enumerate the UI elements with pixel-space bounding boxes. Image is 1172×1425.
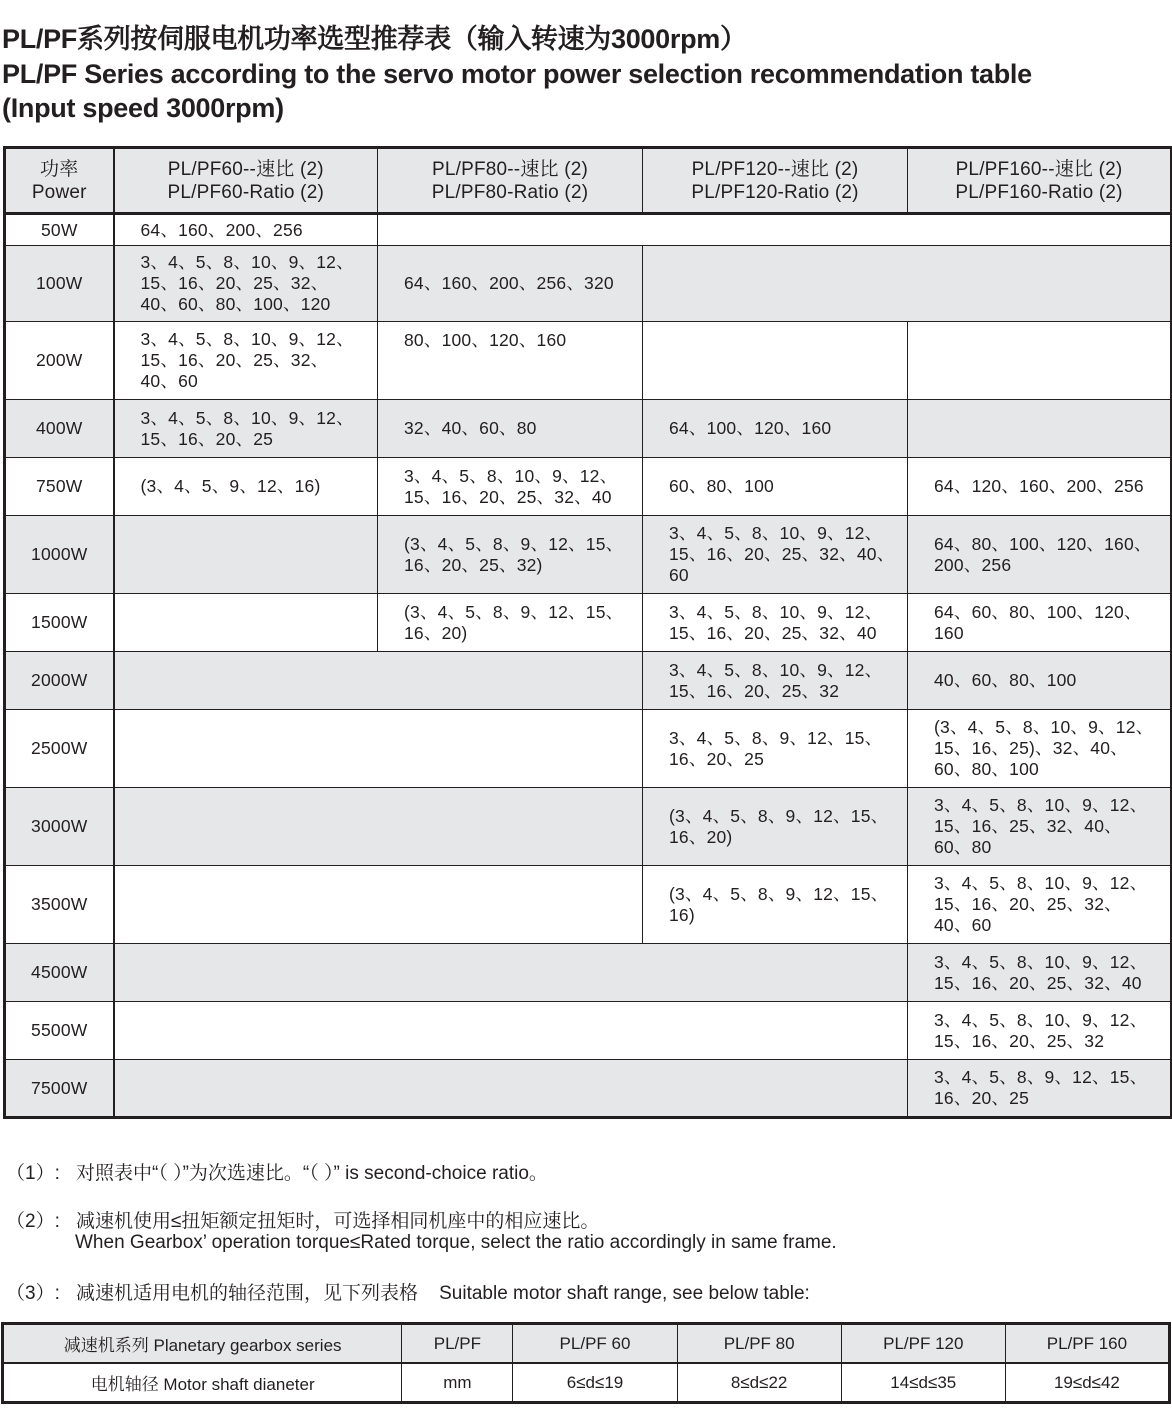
- ratio-cell-pf60: [114, 652, 643, 710]
- power-cell: 100W: [5, 246, 114, 322]
- power-cell: 2000W: [5, 652, 114, 710]
- table-row: [5, 788, 1172, 866]
- header-pf80: [378, 148, 643, 214]
- shaft-row-label: 电机轴径 Motor shaft dianeter: [3, 1363, 402, 1403]
- header-pf80-en: PL/PF80-Ratio (2): [431, 181, 589, 203]
- ratio-cell-pf80: 3、4、5、8、10、9、12、 15、16、20、25、32、40: [378, 458, 643, 516]
- table-row: [5, 652, 1172, 710]
- title-zh: PL/PF系列按伺服电机功率选型推荐表（输入转速为3000rpm）: [2, 24, 747, 54]
- table-row: [5, 246, 1172, 322]
- shaft-row-pf160: 19≤d≤42: [1005, 1363, 1169, 1403]
- power-selection-table: [3, 146, 1172, 1119]
- power-cell: 7500W: [5, 1060, 114, 1118]
- note-1-num: （1）:: [6, 1163, 60, 1184]
- shaft-row-pf60: 6≤d≤19: [513, 1363, 677, 1403]
- power-cell: 1500W: [5, 594, 114, 652]
- shaft-header-plpf: PL/PF: [402, 1324, 513, 1364]
- ratio-cell-pf160: 64、80、100、120、160、 200、256: [908, 516, 1172, 594]
- table-row: [5, 214, 1172, 246]
- title-en-line2: (Input speed 3000rpm): [2, 93, 284, 123]
- ratio-cell-pf60: 3、4、5、8、10、9、12、 15、16、20、25: [114, 400, 378, 458]
- table-row: [5, 1060, 1172, 1118]
- ratio-cell-pf120: 60、80、100: [643, 458, 908, 516]
- ratio-cell-pf60: [114, 1002, 908, 1060]
- header-pf160: [908, 148, 1172, 214]
- table-row: [5, 322, 1172, 400]
- header-pf160-zh: PL/PF160--速比 (2): [955, 158, 1123, 180]
- note-3-num: （3）:: [6, 1283, 60, 1304]
- header-pf120: [643, 148, 908, 214]
- ratio-cell-pf160: 40、60、80、100: [908, 652, 1172, 710]
- shaft-header-series: 减速机系列 Planetary gearbox series: [3, 1324, 402, 1364]
- table-row: [5, 458, 1172, 516]
- ratio-cell-pf160: [908, 400, 1172, 458]
- shaft-range-table: [1, 1322, 1171, 1404]
- power-cell: 3500W: [5, 866, 114, 944]
- header-pf80-zh: PL/PF80--速比 (2): [431, 158, 589, 180]
- table-header-row: [5, 148, 1172, 214]
- ratio-cell-pf60: (3、4、5、9、12、16): [114, 458, 378, 516]
- ratio-cell-pf80: 80、100、120、160: [378, 322, 643, 400]
- ratio-cell-pf120: 3、4、5、8、9、12、15、 16、20、25: [643, 710, 908, 788]
- header-pf160-en: PL/PF160-Ratio (2): [955, 181, 1123, 203]
- ratio-cell-pf80: 64、160、200、256、320: [378, 246, 643, 322]
- ratio-cell-pf120: (3、4、5、8、9、12、15、 16、20): [643, 788, 908, 866]
- header-power: [5, 148, 114, 214]
- header-pf60-zh: PL/PF60--速比 (2): [167, 158, 324, 180]
- ratio-cell-pf160: 3、4、5、8、10、9、12、 15、16、20、25、32、 40、60: [908, 866, 1172, 944]
- ratio-cell-pf80: [378, 214, 1172, 246]
- note-2-text-en: When Gearbox’ operation torque≤Rated torque, select the ratio accordingly in same frame.: [75, 1232, 837, 1253]
- power-cell: 200W: [5, 322, 114, 400]
- ratio-cell-pf60: [114, 710, 643, 788]
- shaft-row-pf120: 14≤d≤35: [841, 1363, 1005, 1403]
- ratio-cell-pf160: 64、120、160、200、256: [908, 458, 1172, 516]
- note-2-num: （2）:: [6, 1211, 60, 1232]
- power-cell: 1000W: [5, 516, 114, 594]
- table-row: [5, 944, 1172, 1002]
- ratio-cell-pf80: (3、4、5、8、9、12、15、 16、20、25、32): [378, 516, 643, 594]
- power-cell: 2500W: [5, 710, 114, 788]
- ratio-cell-pf60: 3、4、5、8、10、9、12、 15、16、20、25、32、 40、60、80、100、120: [114, 246, 378, 322]
- shaft-table-row: [3, 1363, 1170, 1403]
- note-2-text: 减速机使用≤扭矩额定扭矩时，可选择相同机座中的相应速比。: [76, 1211, 600, 1232]
- table-row: [5, 710, 1172, 788]
- note-2: [6, 1206, 837, 1253]
- title-en-line1: PL/PF Series according to the servo motor power selection recommendation table: [2, 58, 1032, 89]
- ratio-cell-pf60: [114, 944, 908, 1002]
- note-3: [6, 1278, 810, 1305]
- ratio-cell-pf160: 3、4、5、8、9、12、15、 16、20、25: [908, 1060, 1172, 1118]
- shaft-row-pf80: 8≤d≤22: [677, 1363, 841, 1403]
- ratio-cell-pf60: [114, 866, 643, 944]
- power-cell: 400W: [5, 400, 114, 458]
- table-row: [5, 400, 1172, 458]
- table-row: [5, 866, 1172, 944]
- ratio-cell-pf120: 3、4、5、8、10、9、12、 15、16、20、25、32、40、 60: [643, 516, 908, 594]
- header-pf120-zh: PL/PF120--速比 (2): [691, 158, 859, 180]
- ratio-cell-pf60: [114, 594, 378, 652]
- header-pf60: [114, 148, 378, 214]
- ratio-cell-pf60: [114, 1060, 908, 1118]
- ratio-cell-pf120: 3、4、5、8、10、9、12、 15、16、20、25、32、40: [643, 594, 908, 652]
- power-cell: 5500W: [5, 1002, 114, 1060]
- header-power-en: Power: [31, 181, 87, 203]
- header-pf120-en: PL/PF120-Ratio (2): [691, 181, 859, 203]
- ratio-cell-pf60: [114, 788, 643, 866]
- header-pf60-en: PL/PF60-Ratio (2): [167, 181, 324, 203]
- ratio-cell-pf160: (3、4、5、8、10、9、12、 15、16、25)、32、40、 60、80、100: [908, 710, 1172, 788]
- ratio-cell-pf120: 64、100、120、160: [643, 400, 908, 458]
- ratio-cell-pf120: [643, 322, 908, 400]
- shaft-row-unit: mm: [402, 1363, 513, 1403]
- power-cell: 750W: [5, 458, 114, 516]
- ratio-cell-pf160: 3、4、5、8、10、9、12、 15、16、20、25、32: [908, 1002, 1172, 1060]
- note-1: [6, 1158, 548, 1185]
- note-1-text: 对照表中“（ ）”为次选速比。“（ ）” is second-choice ratio。: [76, 1163, 548, 1184]
- header-power-zh: 功率: [40, 158, 79, 180]
- shaft-table-header-row: [3, 1324, 1170, 1364]
- ratio-cell-pf60: 3、4、5、8、10、9、12、 15、16、20、25、32、 40、60: [114, 322, 378, 400]
- ratio-cell-pf120: (3、4、5、8、9、12、15、 16): [643, 866, 908, 944]
- power-cell: 50W: [5, 214, 114, 246]
- shaft-header-pf80: PL/PF 80: [677, 1324, 841, 1364]
- ratio-cell-pf160: 64、60、80、100、120、 160: [908, 594, 1172, 652]
- note-3-text: 减速机适用电机的轴径范围，见下列表格 Suitable motor shaft range, see below table:: [76, 1283, 810, 1304]
- ratio-cell-pf160: 3、4、5、8、10、9、12、 15、16、25、32、40、 60、80: [908, 788, 1172, 866]
- ratio-cell-pf80: (3、4、5、8、9、12、15、 16、20): [378, 594, 643, 652]
- shaft-header-pf160: PL/PF 160: [1005, 1324, 1169, 1364]
- shaft-header-pf60: PL/PF 60: [513, 1324, 677, 1364]
- table-row: [5, 1002, 1172, 1060]
- ratio-cell-pf120: 3、4、5、8、10、9、12、 15、16、20、25、32: [643, 652, 908, 710]
- page-title: [2, 22, 1172, 126]
- ratio-cell-pf160: 3、4、5、8、10、9、12、 15、16、20、25、32、40: [908, 944, 1172, 1002]
- ratio-cell-pf60: [114, 516, 378, 594]
- power-cell: 4500W: [5, 944, 114, 1002]
- ratio-cell-pf60: 64、160、200、256: [114, 214, 378, 246]
- shaft-header-pf120: PL/PF 120: [841, 1324, 1005, 1364]
- ratio-cell-pf160: [908, 322, 1172, 400]
- ratio-cell-pf120: [643, 246, 1172, 322]
- ratio-cell-pf80: 32、40、60、80: [378, 400, 643, 458]
- table-row: [5, 594, 1172, 652]
- power-cell: 3000W: [5, 788, 114, 866]
- table-row: [5, 516, 1172, 594]
